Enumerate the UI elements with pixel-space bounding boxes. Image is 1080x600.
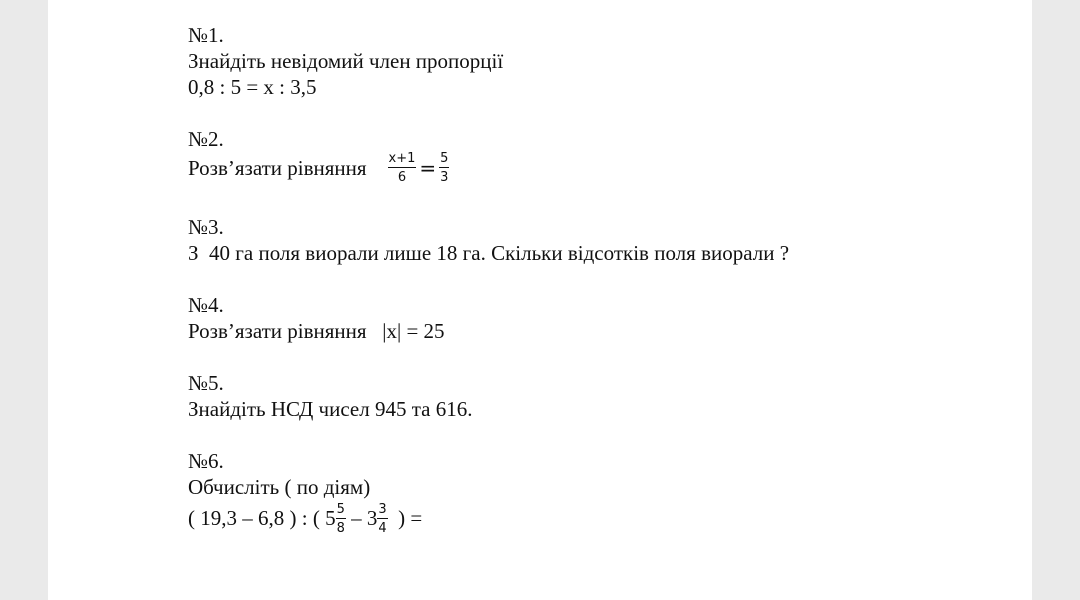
task-3 — [188, 214, 1008, 266]
task-text: Знайдіть НСД чисел 945 та 616. — [188, 397, 473, 421]
task-number: №4. — [188, 293, 224, 317]
fraction-numerator: x+1 — [388, 151, 416, 167]
expression-start: ( 19,3 – 6,8 ) : ( — [188, 506, 326, 530]
task-prompt: Розв’язати рівняння — [188, 319, 367, 343]
expression-minus: – — [345, 506, 367, 530]
mixed-number-2 — [366, 502, 388, 537]
mixed-fraction — [336, 502, 346, 536]
task-prompt: Розв’язати рівняння — [188, 156, 367, 180]
mixed-whole: 3 — [366, 506, 378, 530]
fraction-left — [388, 151, 417, 185]
task-expression: 0,8 : 5 = x : 3,5 — [188, 75, 317, 99]
task-prompt: Обчисліть ( по діям) — [188, 475, 371, 499]
task-1 — [188, 22, 1008, 100]
mixed-whole: 5 — [325, 506, 336, 530]
task-text: З 40 га поля виорали лише 18 га. Скільки відсотків поля виорали ? — [188, 241, 790, 265]
task-2 — [188, 126, 1008, 188]
task-expression — [188, 498, 1008, 538]
document-page — [48, 0, 1032, 600]
task-number: №6. — [188, 449, 224, 473]
task-6 — [188, 448, 1008, 538]
expression-end: ) = — [387, 506, 423, 530]
fraction-denominator: 8 — [336, 521, 345, 537]
task-number: №5. — [188, 371, 224, 395]
mixed-number-1 — [325, 502, 346, 537]
task-number: №1. — [188, 23, 224, 47]
fraction-right — [439, 151, 449, 185]
fraction-numerator: 5 — [336, 502, 345, 518]
task-prompt: Знайдіть невідомий член пропорції — [188, 49, 504, 73]
fraction-numerator: 5 — [440, 151, 449, 167]
fraction-denominator: 3 — [440, 170, 449, 186]
task-equation-line — [188, 148, 1008, 188]
document-content — [188, 22, 1008, 564]
task-expression: |x| = 25 — [382, 319, 445, 343]
fraction-denominator: 6 — [397, 170, 407, 186]
mixed-fraction — [377, 502, 387, 536]
equals-sign: = — [419, 156, 437, 181]
task-4 — [188, 292, 1008, 344]
task-equation-line — [188, 318, 1008, 344]
fraction-numerator: 3 — [378, 502, 387, 518]
task-number: №3. — [188, 215, 224, 239]
task-number: №2. — [188, 127, 224, 151]
task-5 — [188, 370, 1008, 422]
fraction-denominator: 4 — [378, 521, 387, 537]
